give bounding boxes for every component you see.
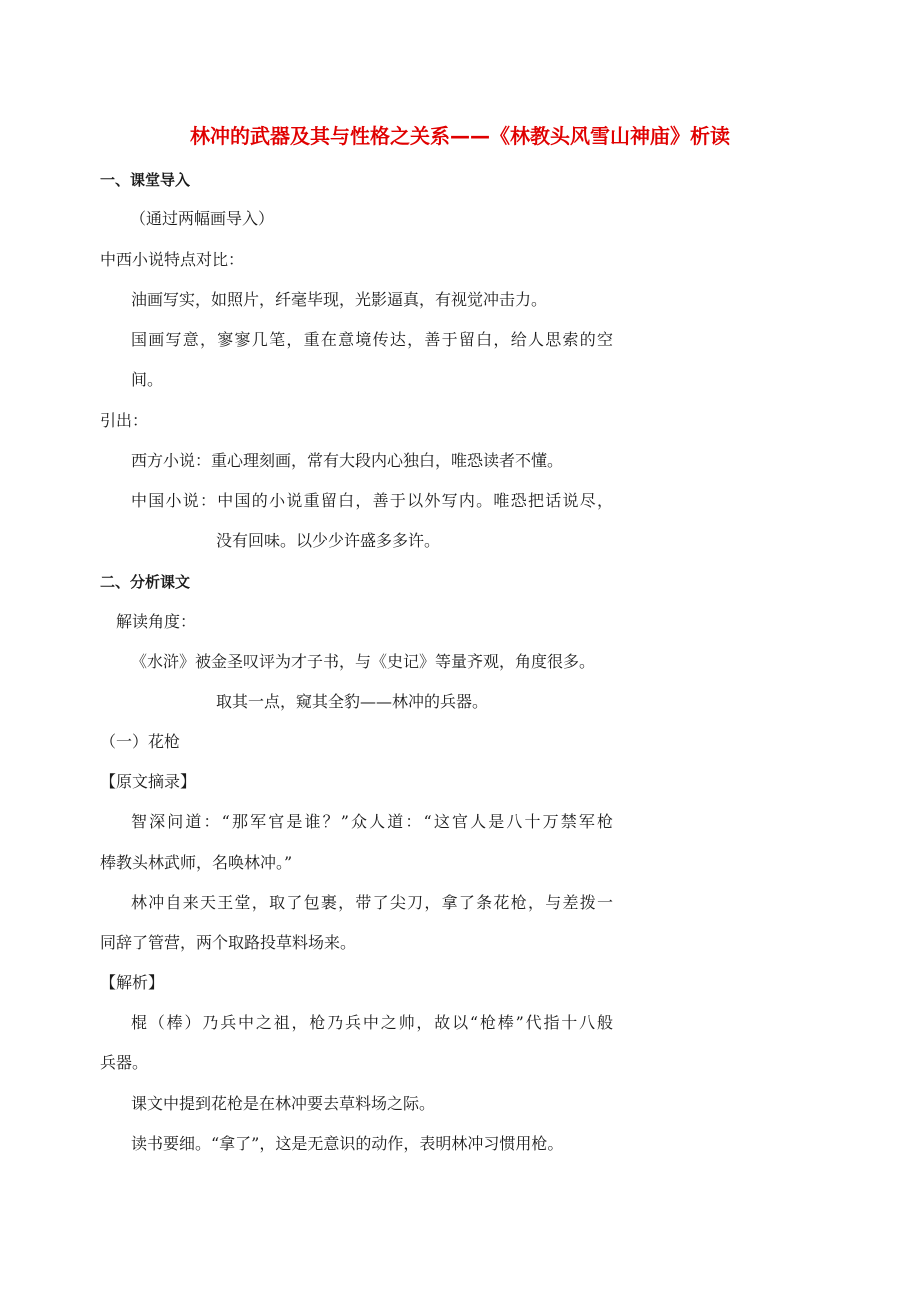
section-heading-analysis: 二、分析课文 (100, 573, 191, 591)
subsection-title-huaqiang: （一）花枪 (100, 732, 181, 751)
paragraph-western-novel: 西方小说：重心理刻画，常有大段内心独白，唯恐读者不懂。 (131, 451, 564, 470)
compare-label: 中西小说特点对比： (100, 250, 245, 269)
paragraph-focus: 取其一点，窥其全豹——林冲的兵器。 (216, 692, 489, 711)
angle-label: 解读角度： (116, 612, 197, 631)
section-heading-intro: 一、课堂导入 (100, 171, 191, 189)
paragraph-chinese-painting-line1: 国画写意，寥寥几笔，重在意境传达，善于留白，给人思索的空 (131, 330, 613, 349)
lead-label: 引出： (100, 411, 149, 430)
excerpt2-line1: 林冲自来天王堂，取了包裹，带了尖刀，拿了条花枪，与差拨一 (131, 893, 613, 912)
excerpt1-line2: 棒教头林武师，名唤林冲。” (100, 853, 293, 872)
analysis-label: 【解析】 (100, 973, 165, 992)
paragraph-oil-painting: 油画写实，如照片，纤毫毕现，光影逼真，有视觉冲击力。 (131, 290, 548, 309)
paragraph-chinese-novel-line1: 中国小说：中国的小说重留白，善于以外写内。唯恐把话说尽， (131, 491, 613, 510)
excerpt2-line2: 同辞了管营，两个取路投草料场来。 (100, 933, 357, 952)
analysis3: 读书要细。“拿了”，这是无意识的动作，表明林冲习惯用枪。 (131, 1134, 564, 1153)
analysis1-line1: 棍（棒）乃兵中之祖，枪乃兵中之帅，故以“枪棒”代指十八般 (131, 1013, 613, 1032)
excerpt-label: 【原文摘录】 (100, 772, 197, 791)
document-title: 林冲的武器及其与性格之关系——《林教头风雪山神庙》析读 (190, 124, 730, 148)
intro-note: （通过两幅画导入） (130, 209, 275, 228)
paragraph-shuihu: 《水浒》被金圣叹评为才子书，与《史记》等量齐观，角度很多。 (131, 652, 596, 671)
paragraph-chinese-painting-line2: 间。 (131, 370, 164, 389)
excerpt1-line1: 智深问道：“那军官是谁？”众人道：“这官人是八十万禁军枪 (131, 812, 613, 831)
paragraph-chinese-novel-line2: 没有回味。以少少许盛多多许。 (216, 531, 441, 550)
analysis1-line2: 兵器。 (100, 1053, 149, 1072)
analysis2: 课文中提到花枪是在林冲要去草料场之际。 (131, 1094, 436, 1113)
